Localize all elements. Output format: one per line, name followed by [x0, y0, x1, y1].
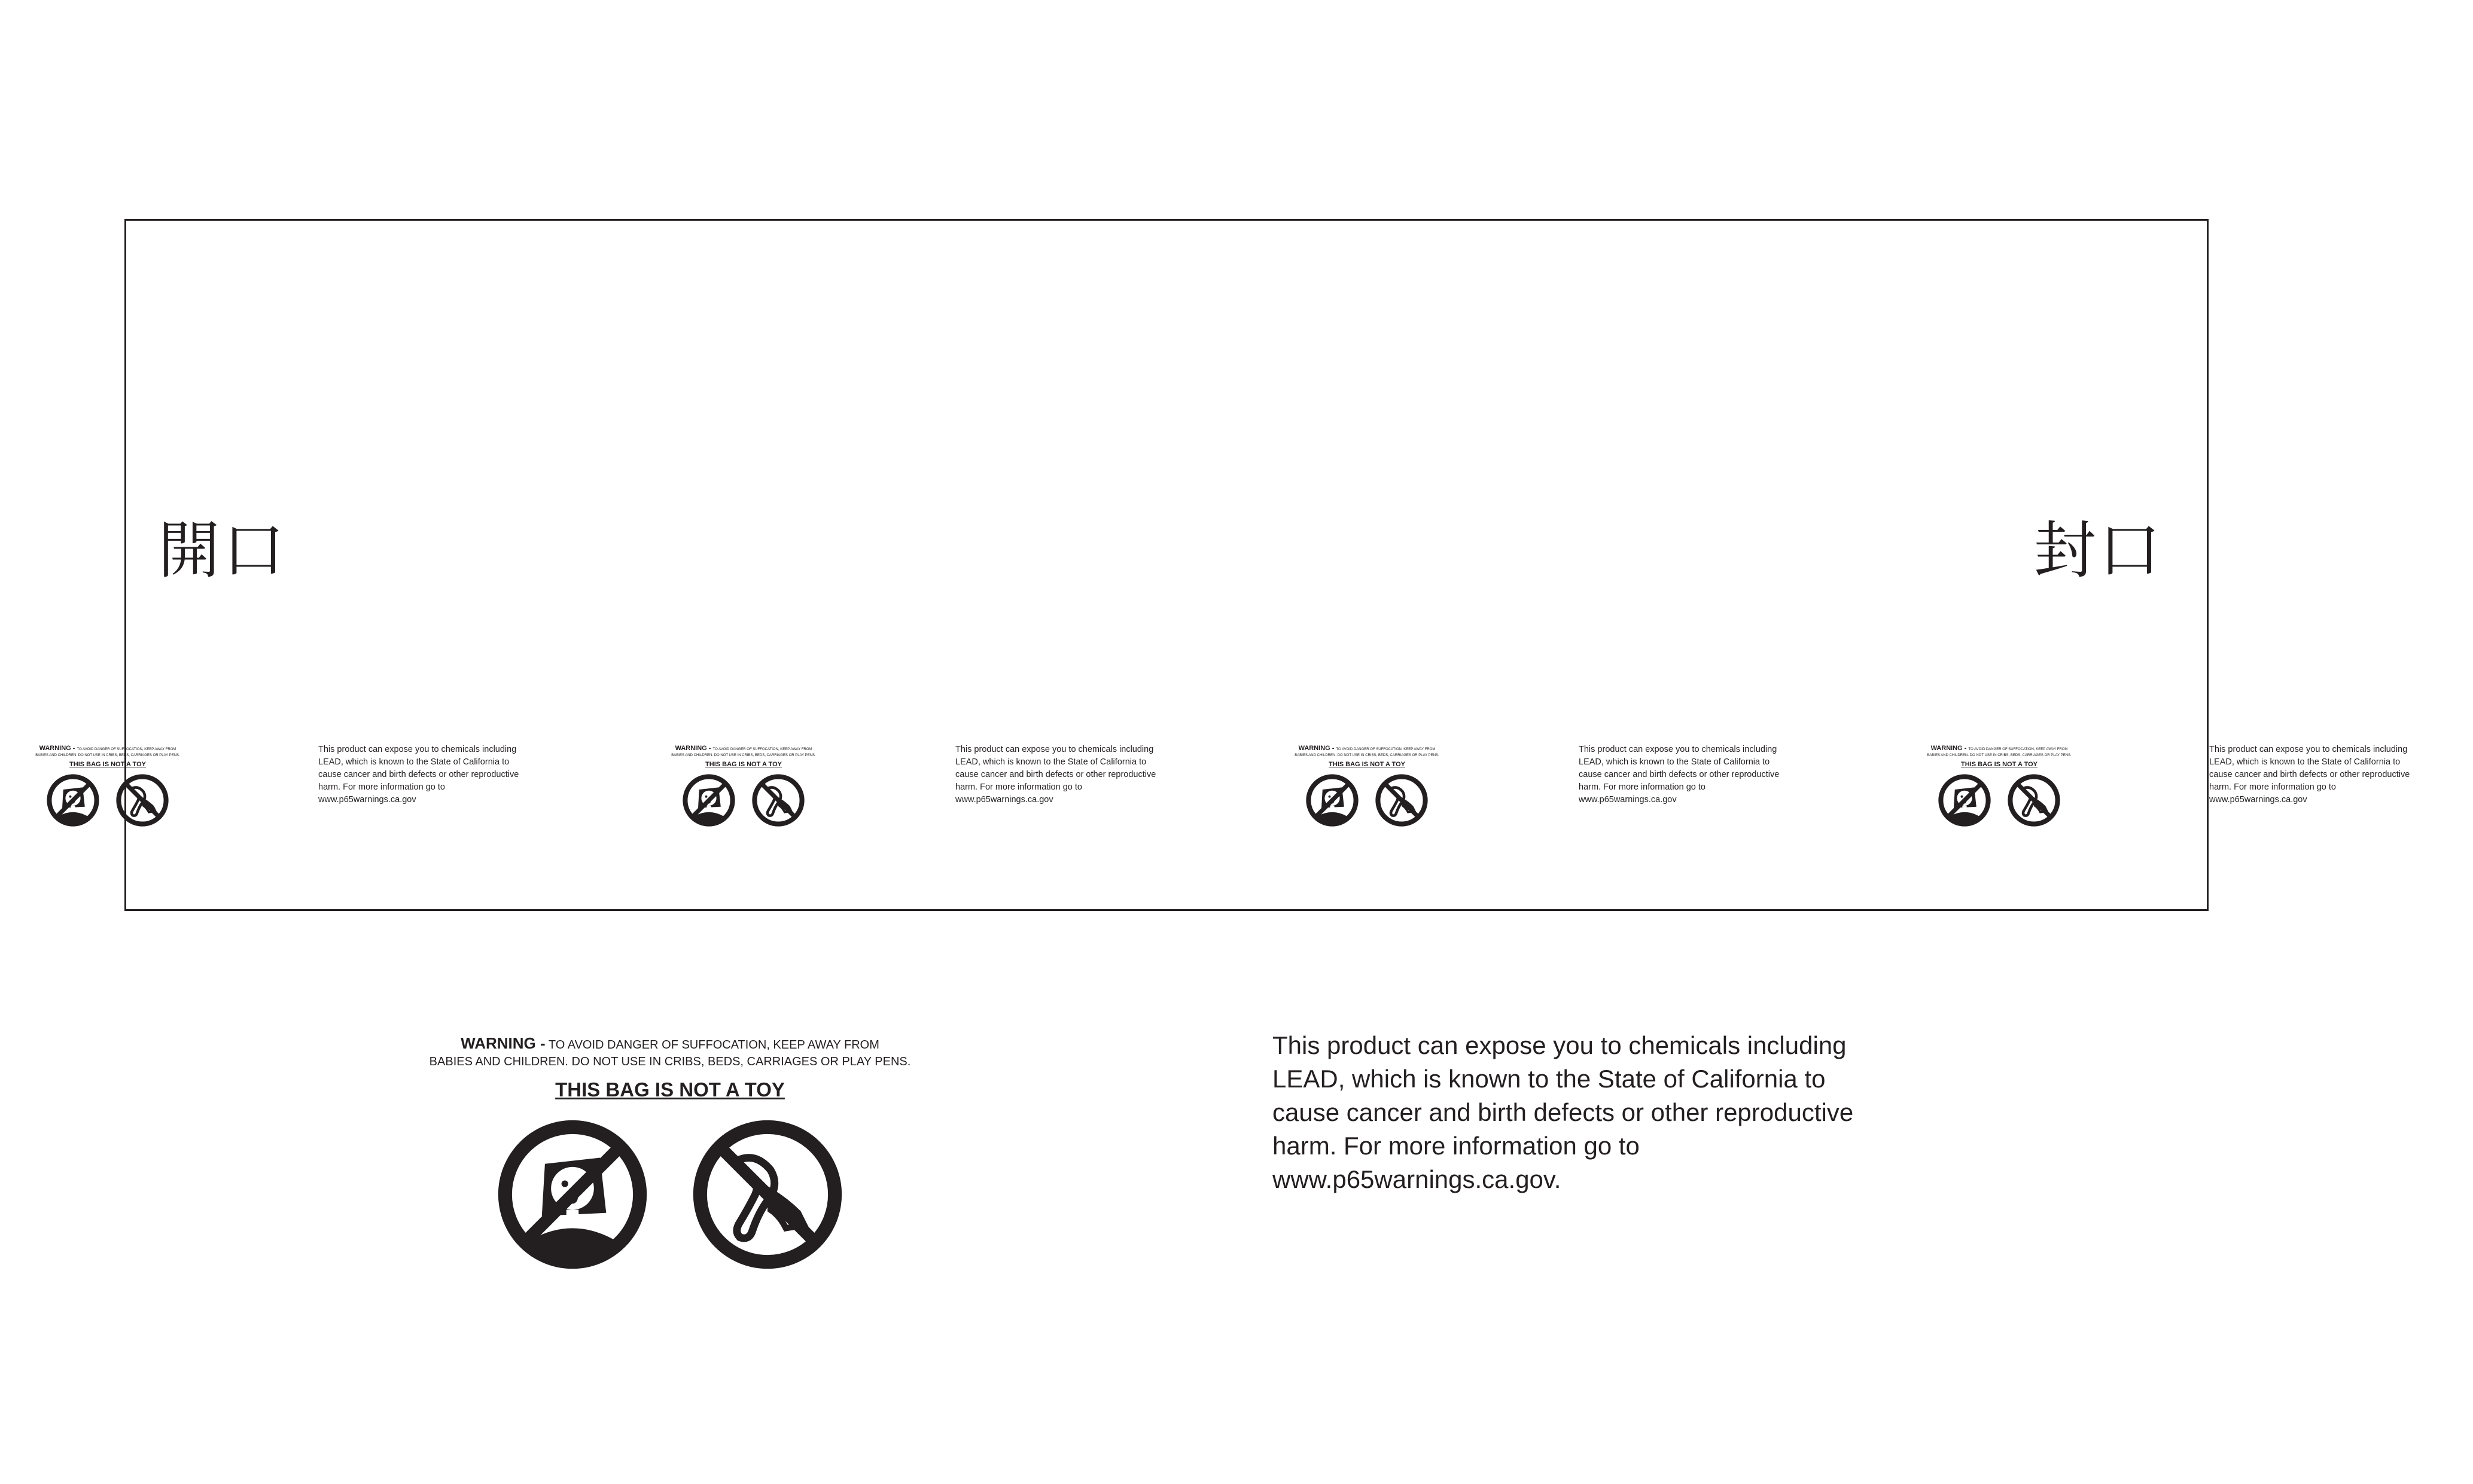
- bag-dieline-border: [124, 219, 2209, 911]
- prop65-line: cause cancer and birth defects or other reproductive: [955, 770, 1156, 779]
- small-prop65-text: [318, 743, 540, 806]
- prop65-line: LEAD, which is known to the State of California to: [955, 757, 1147, 767]
- warning-text-line2: BABIES AND CHILDREN. DO NOT USE IN CRIBS, BEDS, CARRIAGES OR PLAY PENS.: [671, 754, 816, 757]
- prop65-line: LEAD, which is known to the State of California to: [2209, 757, 2401, 767]
- prop65-line: harm. For more information go to: [1579, 782, 1705, 792]
- warning-title: WARNING -: [675, 745, 711, 752]
- prop65-line: www.p65warnings.ca.gov: [318, 795, 416, 805]
- small-warning-block: [1918, 745, 2080, 827]
- prop65-line: cause cancer and birth defects or other reproductive: [1579, 770, 1780, 779]
- prop65-line: www.p65warnings.ca.gov: [1579, 795, 1677, 805]
- warning-title: WARNING -: [1298, 745, 1335, 752]
- prop65-line: LEAD, which is known to the State of California to: [1579, 757, 1770, 767]
- prop65-line: This product can expose you to chemicals including: [318, 745, 517, 754]
- warning-title: WARNING -: [461, 1034, 546, 1052]
- no-bag-over-head-icon: [496, 1118, 649, 1271]
- large-prop65-text: [1272, 1029, 1930, 1196]
- prop65-line: www.p65warnings.ca.gov.: [1272, 1165, 1561, 1193]
- warning-title: WARNING -: [1930, 745, 1967, 752]
- prop65-line: cause cancer and birth defects or other reproductive: [318, 770, 519, 779]
- small-prop65-text: [955, 743, 1177, 806]
- no-bag-play-icon: [2007, 773, 2061, 827]
- no-bag-play-icon: [1375, 773, 1429, 827]
- warning-text-line1: TO AVOID DANGER OF SUFFOCATION, KEEP AWAY FROM: [1968, 748, 2068, 751]
- not-a-toy-heading: THIS BAG IS NOT A TOY: [555, 1078, 785, 1101]
- warning-text-line2: BABIES AND CHILDREN. DO NOT USE IN CRIBS, BEDS, CARRIAGES OR PLAY PENS.: [1927, 754, 2072, 757]
- prop65-line: LEAD, which is known to the State of California to: [318, 757, 510, 767]
- seal-end-label: 封口: [2034, 514, 2164, 587]
- no-bag-over-head-icon: [46, 773, 100, 827]
- prop65-line: cause cancer and birth defects or other reproductive: [1272, 1098, 1854, 1126]
- not-a-toy-heading: THIS BAG IS NOT A TOY: [705, 761, 782, 768]
- small-warning-block: [1286, 745, 1448, 827]
- open-end-label: 開口: [158, 514, 288, 587]
- prop65-line: harm. For more information go to: [1272, 1132, 1640, 1160]
- no-bag-play-icon: [691, 1118, 844, 1271]
- small-prop65-text: [1579, 743, 1800, 806]
- prop65-line: harm. For more information go to: [2209, 782, 2336, 792]
- warning-text-line1: TO AVOID DANGER OF SUFFOCATION, KEEP AWAY FROM: [1336, 748, 1436, 751]
- no-bag-over-head-icon: [1305, 773, 1359, 827]
- small-prop65-text: [2209, 743, 2431, 806]
- warning-text-line2: BABIES AND CHILDREN. DO NOT USE IN CRIBS, BEDS, CARRIAGES OR PLAY PENS.: [429, 1055, 911, 1068]
- prop65-line: This product can expose you to chemicals including: [1579, 745, 1777, 754]
- warning-text-line1: TO AVOID DANGER OF SUFFOCATION, KEEP AWAY FROM: [548, 1038, 879, 1052]
- prop65-line: harm. For more information go to: [955, 782, 1082, 792]
- prop65-line: LEAD, which is known to the State of California to: [1272, 1065, 1826, 1093]
- warning-text-line2: BABIES AND CHILDREN. DO NOT USE IN CRIBS, BEDS, CARRIAGES OR PLAY PENS.: [1295, 754, 1439, 757]
- prop65-line: www.p65warnings.ca.gov: [2209, 795, 2307, 805]
- small-warning-block: [27, 745, 188, 827]
- not-a-toy-heading: THIS BAG IS NOT A TOY: [1329, 761, 1405, 768]
- prop65-line: This product can expose you to chemicals including: [1272, 1031, 1847, 1059]
- prop65-line: This product can expose you to chemicals including: [955, 745, 1154, 754]
- prop65-line: harm. For more information go to: [318, 782, 445, 792]
- not-a-toy-heading: THIS BAG IS NOT A TOY: [69, 761, 146, 768]
- warning-text-line1: TO AVOID DANGER OF SUFFOCATION, KEEP AWAY FROM: [712, 748, 812, 751]
- prop65-line: cause cancer and birth defects or other reproductive: [2209, 770, 2410, 779]
- not-a-toy-heading: THIS BAG IS NOT A TOY: [1961, 761, 2038, 768]
- large-warning-block: [419, 1035, 921, 1271]
- no-bag-play-icon: [115, 773, 169, 827]
- no-bag-play-icon: [751, 773, 805, 827]
- small-warning-block: [663, 745, 824, 827]
- warning-text-line2: BABIES AND CHILDREN. DO NOT USE IN CRIBS, BEDS, CARRIAGES OR PLAY PENS.: [35, 754, 180, 757]
- no-bag-over-head-icon: [1938, 773, 1991, 827]
- prop65-line: This product can expose you to chemicals including: [2209, 745, 2408, 754]
- no-bag-over-head-icon: [682, 773, 736, 827]
- prop65-line: www.p65warnings.ca.gov: [955, 795, 1053, 805]
- warning-text-line1: TO AVOID DANGER OF SUFFOCATION, KEEP AWAY FROM: [77, 748, 176, 751]
- warning-title: WARNING -: [39, 745, 75, 752]
